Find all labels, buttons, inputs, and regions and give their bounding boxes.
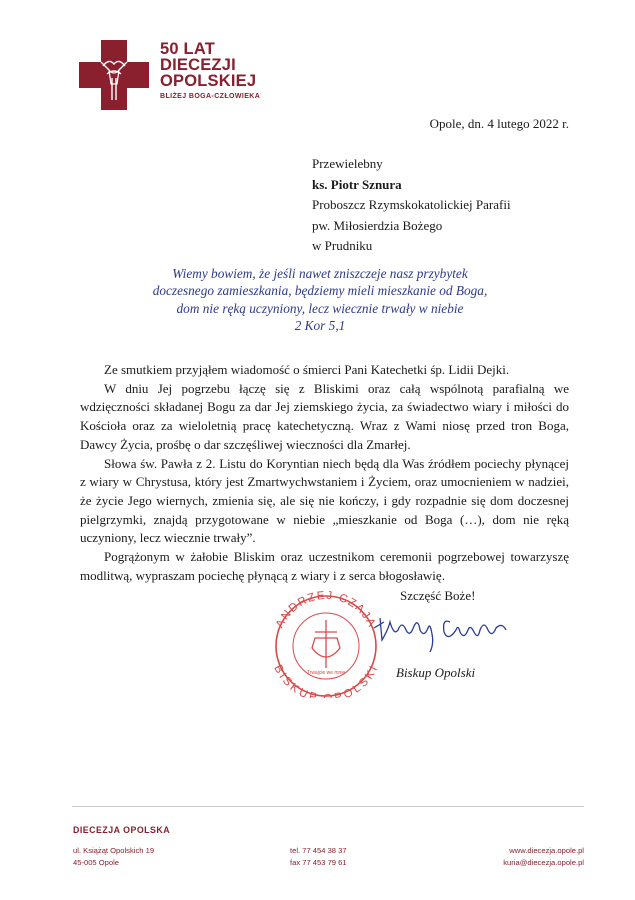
seal-motto: Trwajcie we mnie [306, 670, 346, 676]
seal-stamp-icon [265, 588, 387, 698]
footer-address-line: 45-005 Opole [73, 857, 120, 867]
quote-reference: 2 Kor 5,1 [294, 318, 346, 334]
footer-address-line: ul. Książąt Opolskich 19 [73, 846, 155, 855]
recipient-salutation: Przewielebny [312, 156, 383, 171]
footer-fax: fax 77 453 79 61 [290, 857, 347, 867]
seal-bottom-text: BISKUP POLSKI [271, 663, 381, 698]
diocese-logo [79, 40, 149, 110]
signatory-title: Biskup Opolski [396, 665, 476, 680]
logo-text [160, 41, 260, 100]
footer-title: DIECEZJA OPOLSKA [73, 825, 171, 835]
recipient-line: pw. Miłosierdzia Bożego [312, 217, 443, 233]
body-paragraph: Ze smutkiem przyjąłem wiadomość o śmierci Pani Katechetki śp. Lidii Dejki. [104, 362, 510, 377]
letter-date: Opole, dn. 4 lutego 2022 r. [429, 116, 569, 131]
quote-line: Wiemy bowiem, że jeśli nawet zniszczeje nasz przybytek [172, 266, 468, 281]
handwritten-signature [370, 600, 520, 660]
signature-icon [370, 600, 520, 660]
logo-line: OPOLSKIEJ [160, 72, 257, 90]
body-paragraph: W dniu Jej pogrzebu łączę się z Bliskimi oraz całą wspólnotą parafialną we wdzięczności składanej Bogu za dar Jej ziemskiego życia, za świadectwo wiary i miłości do Kościoła oraz za wieloletnią pracę katechetyczną. Wraz z Wami niosę przed tron Boga, Dawcy Życia, prośbę o dar szczęśliwej wieczności dla Zmarłej. [80, 380, 569, 452]
letter-body [80, 361, 569, 585]
footer-divider [72, 806, 584, 807]
footer-phones [290, 845, 347, 869]
footer-address [73, 845, 154, 869]
footer-web [384, 845, 584, 869]
seal-top-text: ANDRZEJ CZAJA [274, 589, 378, 631]
recipient-line: w Prudniku [312, 238, 373, 253]
svg-text:BISKUP OPOLSKI [271, 663, 381, 698]
scripture-quote [100, 265, 540, 335]
logo-line: 50 LAT [160, 40, 215, 58]
closing-greeting: Szczęść Boże! [400, 588, 476, 603]
recipient-line: Proboszcz Rzymskokatolickiej Parafii [312, 197, 511, 212]
cross-logo-icon [79, 40, 149, 110]
recipient-block [312, 154, 511, 257]
logo-tagline: BLIŻEJ BOGA-CZŁOWIEKA [160, 93, 261, 100]
body-paragraph: Słowa św. Pawła z 2. Listu do Koryntian niech będą dla Was źródłem pociechy płynącej z wiary w Chrystusa, który jest Zmartwychwstaniem i Życiem, oraz umocnieniem w nadziei, że życie Jego wiernych, zmienia się, ale się nie kończy, i gdy rozpadnie się dom doczesnej pielgrzymki, znajdą przygotowane w niebie „mieszkanie od Boga (…), dom nie ręką uczyniony, lecz wiecznie trwały”. [80, 455, 569, 546]
logo-line: DIECEZJI [160, 56, 236, 74]
recipient-name: ks. Piotr Sznura [312, 176, 402, 192]
quote-line: dom nie ręką uczyniony, lecz wiecznie trwały w niebie [176, 300, 464, 316]
footer-phone: tel. 77 454 38 37 [290, 846, 347, 855]
footer-website-link[interactable]: www.diecezja.opole.pl [509, 846, 584, 855]
bishop-seal [265, 588, 387, 698]
footer-email-link[interactable]: kuria@diecezja.opole.pl [503, 857, 584, 867]
quote-line: doczesnego zamieszkania, będziemy mieli mieszkanie od Boga, [152, 283, 488, 299]
body-paragraph: Pogrążonym w żałobie Bliskim oraz uczestnikom ceremonii pogrzebowej towarzyszę modlitwą, wypraszam pociechę płynącą z wiary i z serca błogosławię. [80, 549, 569, 583]
